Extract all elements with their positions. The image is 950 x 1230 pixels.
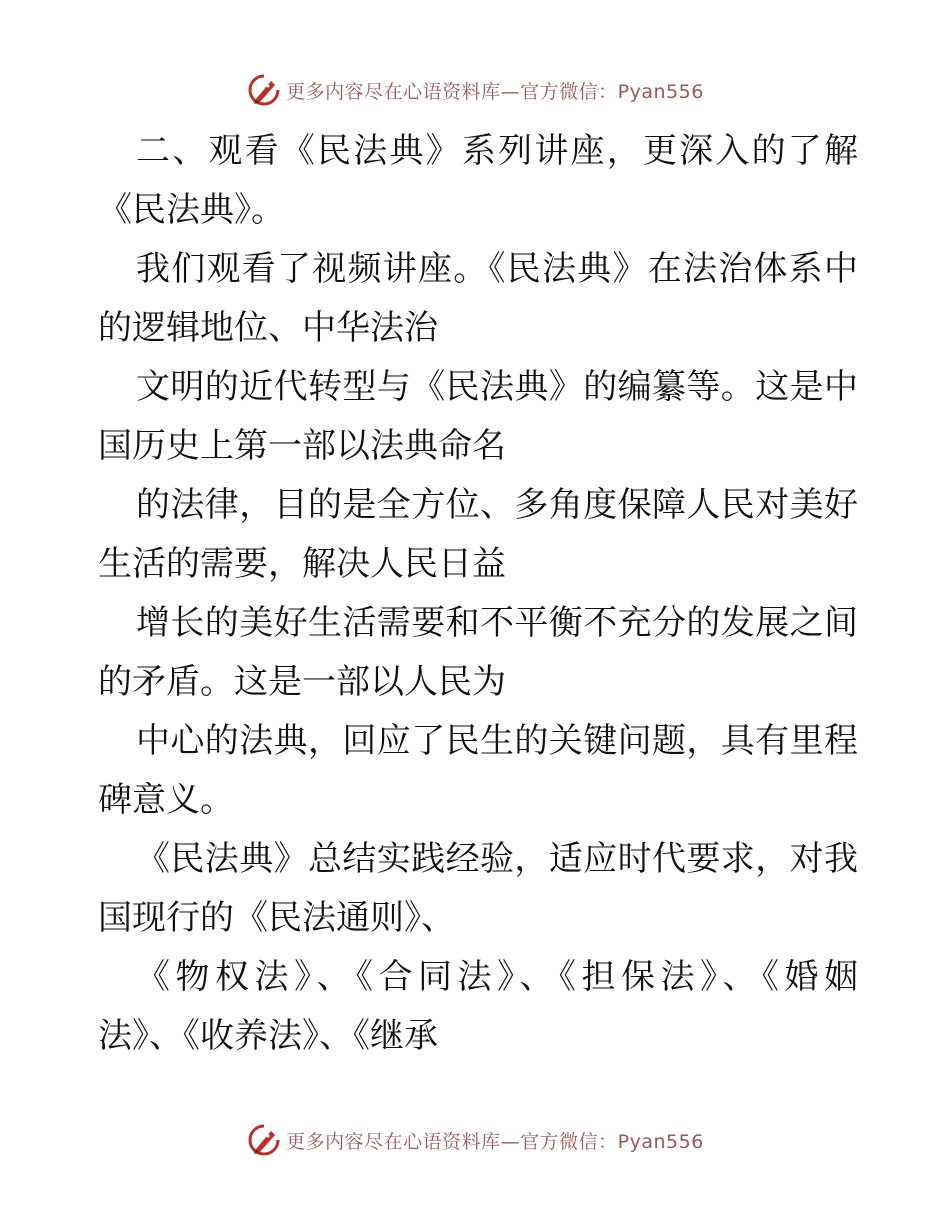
header-banner	[0, 70, 950, 110]
text-line: 的逻辑地位、中华法治	[98, 308, 438, 348]
text-line: 《民法典》总结实践经验，适应时代要求，对我	[136, 839, 858, 879]
text-line: 的法律，目的是全方位、多角度保障人民对美好	[136, 485, 858, 525]
text-line: 增长的美好生活需要和不平衡不充分的发展之间	[136, 603, 858, 643]
footer-banner	[0, 1120, 950, 1160]
text-line: 的矛盾。这是一部以人民为	[98, 662, 506, 702]
text-line: 国历史上第一部以法典命名	[98, 426, 506, 466]
header-banner-text: 更多内容尽在心语资料库—官方微信：Pyan556	[286, 80, 704, 103]
text-line: 法》、《收养法》、《继承	[98, 1016, 438, 1056]
text-line: 生活的需要，解决人民日益	[98, 544, 506, 584]
text-line: 《民法典》。	[98, 190, 285, 230]
body-text	[98, 122, 858, 1066]
pen-logo-icon	[246, 72, 282, 108]
text-line: 《物权法》、《合同法》、《担保法》、《婚姻	[136, 957, 858, 997]
text-line: 二、观看《民法典》系列讲座，更深入的了解	[136, 131, 858, 171]
text-line: 文明的近代转型与《民法典》的编纂等。这是中	[136, 367, 858, 407]
pen-logo-icon	[246, 1122, 282, 1158]
text-line: 国现行的《民法通则》、	[98, 898, 455, 938]
footer-banner-text: 更多内容尽在心语资料库—官方微信：Pyan556	[286, 1130, 704, 1153]
text-line: 碑意义。	[98, 780, 234, 820]
text-line: 中心的法典，回应了民生的关键问题，具有里程	[136, 721, 858, 761]
text-line: 我们观看了视频讲座。《民法典》在法治体系中	[136, 249, 858, 289]
